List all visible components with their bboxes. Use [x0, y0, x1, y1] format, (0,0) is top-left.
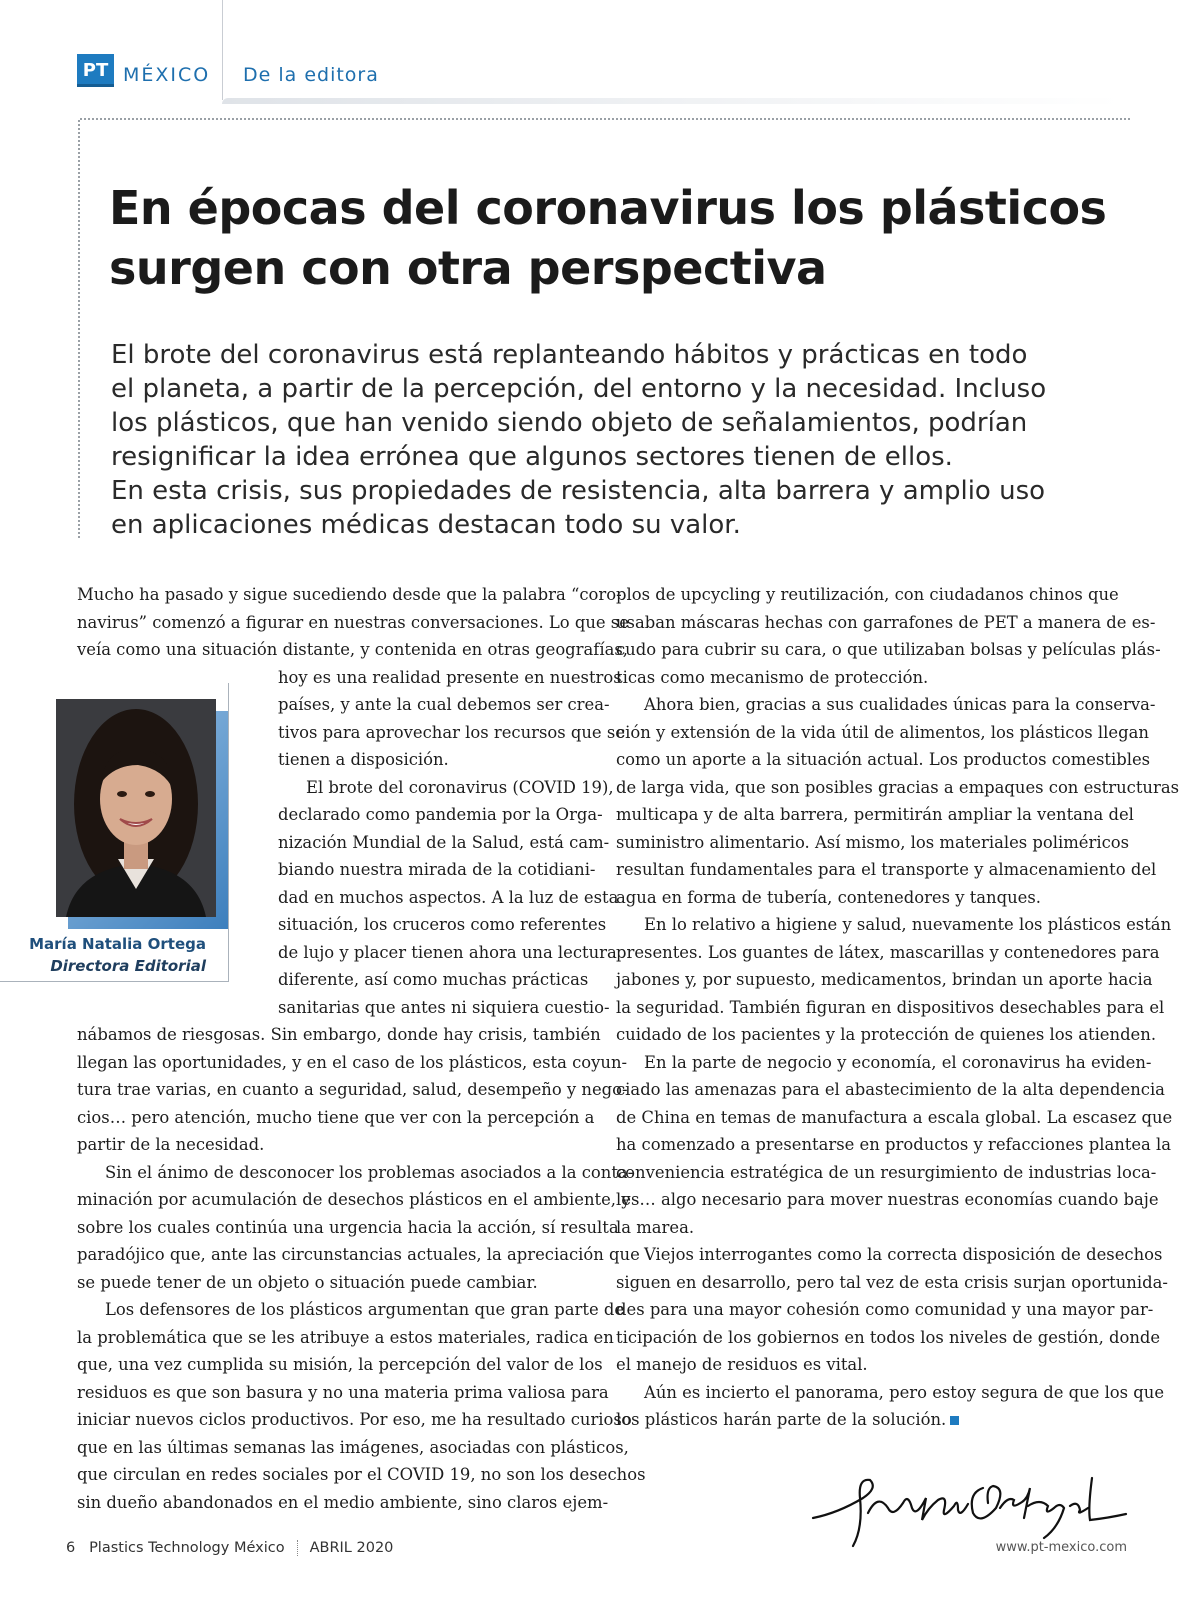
- body-line: se puede tener de un objeto o situación puede cambiar.: [77, 1272, 538, 1292]
- body-line: la problemática que se les atribuye a estos materiales, radica en: [77, 1327, 614, 1347]
- body-line: nábamos de riesgosas. Sin embargo, donde hay crisis, también: [77, 1025, 601, 1044]
- body-line: de China en temas de manufactura a escala global. La escasez que: [616, 1107, 1173, 1127]
- body-line-last: [616, 1406, 959, 1434]
- author-name: María Natalia Ortega: [29, 935, 206, 953]
- body-line: Los defensores de los plásticos argumentan que gran parte de: [105, 1300, 625, 1319]
- title-line: surgen con otra perspectiva: [109, 241, 827, 295]
- body-line: sanitarias que antes ni siquiera cuestio-: [278, 997, 610, 1017]
- body-line: des para una mayor cohesión como comunidad y una mayor par-: [616, 1300, 1154, 1319]
- body-line: dad en muchos aspectos. A la luz de esta: [278, 887, 619, 907]
- end-mark-icon: [950, 1416, 959, 1425]
- body-line: Aún es incierto el panorama, pero estoy segura de que los que: [644, 1382, 1165, 1402]
- dotted-frame-left: [78, 120, 80, 538]
- footer-publication-info: [66, 1540, 393, 1556]
- body-line: Sin el ánimo de desconocer los problemas asociados a la conta-: [105, 1162, 634, 1182]
- publication-name: Plastics Technology México: [89, 1540, 285, 1556]
- body-line: de larga vida, que son posibles gracias a empaques con estructuras: [616, 777, 1180, 797]
- body-line: paradójico que, ante las circunstancias actuales, la apreciación que: [77, 1245, 640, 1264]
- body-line: veía como una situación distante, y contenida en otras geografías,: [77, 640, 628, 659]
- body-line: resultan fundamentales para el transporte y almacenamiento del: [616, 860, 1157, 879]
- lede-line: En esta crisis, sus propiedades de resistencia, alta barrera y amplio uso: [111, 476, 1046, 506]
- body-line: países, y ante la cual debemos ser crea-: [278, 695, 610, 714]
- page-number: 6: [66, 1540, 76, 1556]
- pt-logo: PT: [77, 54, 114, 87]
- article-title: [109, 178, 1109, 298]
- body-line: ticipación de los gobiernos en todos los niveles de gestión, donde: [616, 1327, 1161, 1347]
- footer-url[interactable]: www.pt-mexico.com: [995, 1540, 1127, 1555]
- article-lede: [111, 338, 1111, 542]
- body-line: diferente, así como muchas prácticas: [278, 970, 589, 989]
- body-line: agua en forma de tubería, contenedores y tanques.: [616, 887, 1041, 907]
- body-line: hoy es una realidad presente en nuestros: [278, 667, 622, 687]
- body-line: plos de upcycling y reutilización, con ciudadanos chinos que: [616, 585, 1119, 604]
- lede-line: resignificar la idea errónea que algunos sectores tienen de ellos.: [111, 442, 953, 472]
- body-line: ciado las amenazas para el abastecimiento de la alta dependencia: [616, 1080, 1165, 1099]
- body-line: sobre los cuales continúa una urgencia hacia la acción, sí resulta: [77, 1217, 619, 1237]
- title-line: En épocas del coronavirus los plásticos: [109, 181, 1107, 235]
- body-line: tivos para aprovechar los recursos que se: [278, 722, 625, 742]
- body-line: En la parte de negocio y economía, el coronavirus ha eviden-: [644, 1052, 1152, 1072]
- body-line: Viejos interrogantes como la correcta disposición de desechos: [644, 1245, 1163, 1264]
- edition-label: MÉXICO: [123, 64, 211, 86]
- body-line: sin dueño abandonados en el medio ambiente, sino claros ejem-: [77, 1492, 609, 1512]
- body-line: presentes. Los guantes de látex, mascarillas y contenedores para: [616, 942, 1160, 962]
- body-line: llegan las oportunidades, y en el caso de los plásticos, esta coyun-: [77, 1052, 628, 1072]
- body-line: cudo para cubrir su cara, o que utilizaban bolsas y películas plás-: [616, 640, 1161, 659]
- body-line: siguen en desarrollo, pero tal vez de esta crisis surjan oportunida-: [616, 1272, 1168, 1292]
- body-line: de lujo y placer tienen ahora una lectura: [278, 942, 617, 962]
- body-line: ticas como mecanismo de protección.: [616, 667, 929, 687]
- body-line: que circulan en redes sociales por el COVID 19, no son los desechos: [77, 1465, 646, 1484]
- lede-line: en aplicaciones médicas destacan todo su valor.: [111, 510, 741, 540]
- body-line: navirus” comenzó a figurar en nuestras conversaciones. Lo que se: [77, 612, 629, 632]
- body-line: que en las últimas semanas las imágenes, asociadas con plásticos,: [77, 1437, 629, 1457]
- body-line: ha comenzado a presentarse en productos y refacciones plantea la: [616, 1135, 1172, 1154]
- body-line: El brote del coronavirus (COVID 19),: [306, 777, 614, 797]
- header-rule: [222, 98, 1122, 104]
- signature: [808, 1458, 1128, 1548]
- body-line: tienen a disposición.: [278, 750, 449, 769]
- author-photo: [56, 699, 216, 917]
- body-line: nización Mundial de la Salud, está cam-: [278, 832, 610, 852]
- body-line: conveniencia estratégica de un resurgimiento de industrias loca-: [616, 1162, 1157, 1182]
- body-line: En lo relativo a higiene y salud, nuevamente los plásticos están: [644, 915, 1172, 934]
- body-line: iniciar nuevos ciclos productivos. Por eso, me ha resultado curioso: [77, 1410, 632, 1429]
- body-line: ción y extensión de la vida útil de alimentos, los plásticos llegan: [616, 722, 1149, 742]
- lede-line: El brote del coronavirus está replanteando hábitos y prácticas en todo: [111, 340, 1028, 370]
- author-role: Directora Editorial: [50, 957, 206, 975]
- dotted-frame-top: [80, 118, 1130, 120]
- lede-line: los plásticos, que han venido siendo objeto de señalamientos, podrían: [111, 408, 1028, 438]
- body-line: cios… pero atención, mucho tiene que ver con la percepción a: [77, 1107, 595, 1127]
- body-line-text: los plásticos harán parte de la solución.: [616, 1410, 947, 1429]
- body-line: cuidado de los pacientes y la protección de quienes los atienden.: [616, 1025, 1157, 1044]
- body-line: multicapa y de alta barrera, permitirán ampliar la ventana del: [616, 805, 1134, 824]
- body-line: situación, los cruceros como referentes: [278, 915, 607, 934]
- body-line: como un aporte a la situación actual. Los productos comestibles: [616, 750, 1151, 769]
- body-line: partir de la necesidad.: [77, 1135, 265, 1154]
- body-line: minación por acumulación de desechos plásticos en el ambiente, y: [77, 1190, 631, 1209]
- body-line: tura trae varias, en cuanto a seguridad, salud, desempeño y nego-: [77, 1080, 628, 1099]
- body-line: la seguridad. También figuran en dispositivos desechables para el: [616, 997, 1165, 1017]
- body-line: Mucho ha pasado y sigue sucediendo desde que la palabra “coro-: [77, 585, 622, 604]
- body-line: el manejo de residuos es vital.: [616, 1355, 868, 1374]
- body-line: declarado como pandemia por la Orga-: [278, 805, 603, 824]
- body-line: les… algo necesario para mover nuestras economías cuando baje: [616, 1190, 1159, 1209]
- body-line: la marea.: [616, 1217, 695, 1237]
- body-line: biando nuestra mirada de la cotidiani-: [278, 860, 596, 879]
- body-line: que, una vez cumplida su misión, la percepción del valor de los: [77, 1355, 603, 1374]
- body-line: residuos es que son basura y no una materia prima valiosa para: [77, 1382, 609, 1402]
- body-line: Ahora bien, gracias a sus cualidades únicas para la conserva-: [644, 695, 1156, 714]
- lede-line: el planeta, a partir de la percepción, del entorno y la necesidad. Incluso: [111, 374, 1047, 404]
- section-label: De la editora: [243, 64, 379, 86]
- issue-date: ABRIL 2020: [309, 1540, 394, 1556]
- body-line: jabones y, por supuesto, medicamentos, brindan un aporte hacia: [616, 970, 1153, 989]
- body-line: usaban máscaras hechas con garrafones de PET a manera de es-: [616, 612, 1156, 632]
- footer-divider: [297, 1540, 298, 1556]
- body-line: suministro alimentario. Así mismo, los materiales poliméricos: [616, 832, 1130, 852]
- header-divider: [222, 0, 223, 100]
